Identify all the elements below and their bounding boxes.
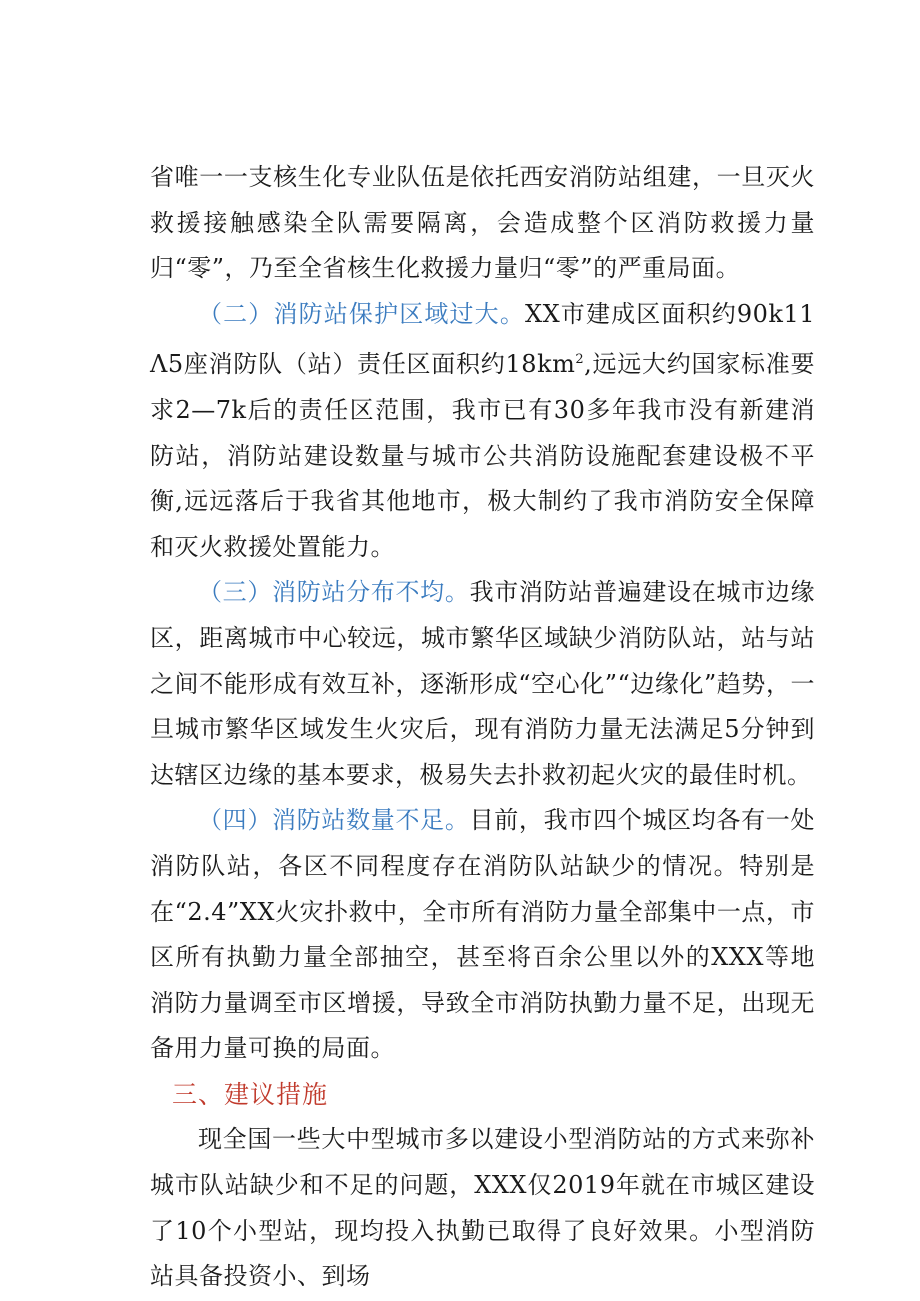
subheading-section-4: （四）消防站数量不足。 [198, 806, 470, 835]
document-body [150, 155, 815, 1300]
section-2-text-part-2: ,远远大约国家标准要求2—7k后的责任区范围，我市已有30多年我市没有新建消防站，消防站建设数量与城市公共消防设施配套建设极不平衡,远远落后于我省其他地市，极大制约了我市消防安全保障和灭火救援处置能力。 [150, 350, 815, 561]
paragraph-1-text: 省唯一一支核生化专业队伍是依托西安消防站组建，一旦灭火救援接触感染全队需要隔离，会造成整个区消防救援力量归“零”，乃至全省核生化救援力量归“零”的严重局面。 [150, 163, 815, 283]
superscript-2: 2 [575, 352, 585, 368]
chapter-3-text: 现全国一些大中型城市多以建设小型消防站的方式来弥补城市队站缺少和不足的问题，XXX仅2019年就在市城区建设了10个小型站，现均投入执勤已取得了良好效果。小型消防站具备投资小、到场 [150, 1125, 815, 1291]
subheading-section-2: （二）消防站保护区域过大。 [198, 299, 525, 328]
paragraph-continuation [150, 155, 815, 292]
paragraph-chapter-3 [150, 1117, 815, 1299]
paragraph-section-4 [150, 798, 815, 1072]
section-2-text-part-1: XX市建成区面积约90k11Λ5座消防队（站）责任区面积约18km [150, 299, 815, 379]
paragraph-section-2 [150, 292, 815, 571]
section-3-text: 我市消防站普遍建设在城市边缘区，距离城市中心较远，城市繁华区域缺少消防队站，站与站之间不能形成有效互补，逐渐形成“空心化”“边缘化”趋势，一旦城市繁华区域发生火灾后，现有消防力量无法满足5分钟到达辖区边缘的基本要求，极易失去扑救初起火灾的最佳时机。 [150, 578, 815, 789]
paragraph-section-3 [150, 570, 815, 798]
chapter-3-heading: 三、建议措施 [172, 1079, 329, 1109]
section-4-text: 目前，我市四个城区均各有一处消防队站，各区不同程度存在消防队站缺少的情况。特别是在“2.4”XX火灾扑救中，全市所有消防力量全部集中一点，市区所有执勤力量全部抽空，甚至将百余公里以外的XXX等地消防力量调至市区增援，导致全市消防执勤力量不足，出现无备用力量可换的局面。 [150, 806, 815, 1063]
subheading-section-3: （三）消防站分布不均。 [198, 578, 470, 607]
